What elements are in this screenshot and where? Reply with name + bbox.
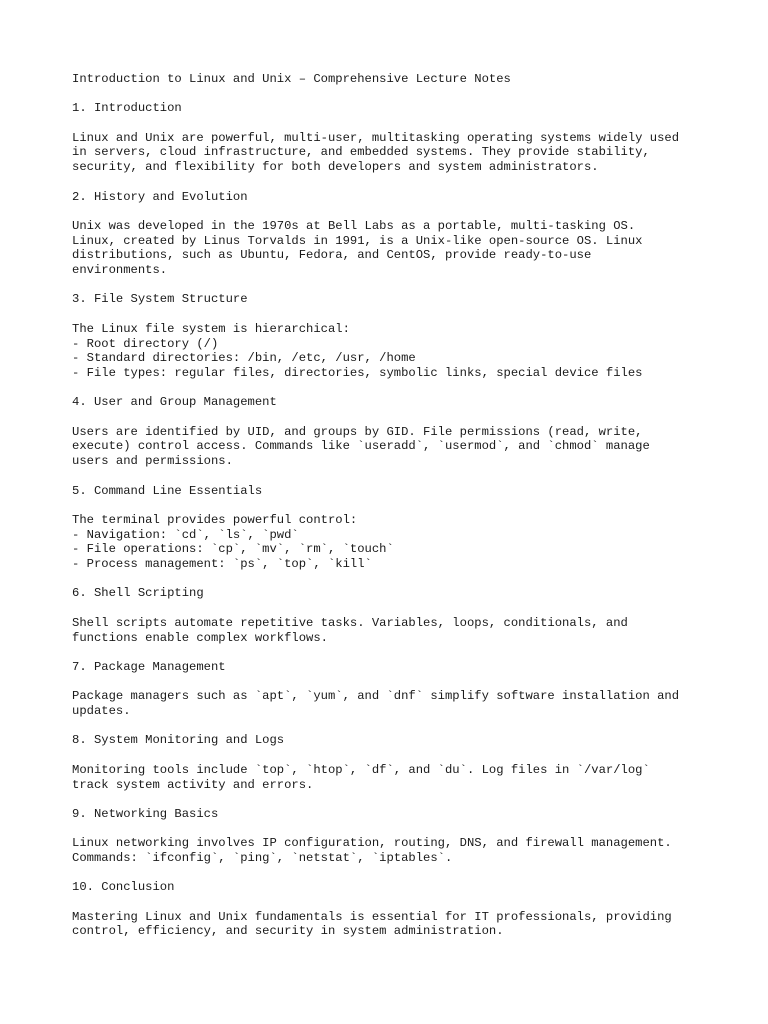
section-text-line: Linux and Unix are powerful, multi-user, multitasking operating systems widely used bbox=[72, 130, 680, 145]
section-body bbox=[72, 131, 712, 175]
document-page bbox=[72, 72, 712, 954]
section-text-line: Commands: `ifconfig`, `ping`, `netstat`, `iptables`. bbox=[72, 850, 453, 865]
section-heading: 9. Networking Basics bbox=[72, 806, 219, 821]
section-body bbox=[72, 689, 712, 718]
section-body bbox=[72, 322, 712, 381]
section-body bbox=[72, 513, 712, 572]
section-text-line: security, and flexibility for both developers and system administrators. bbox=[72, 160, 599, 175]
section-text-line: - Standard directories: /bin, /etc, /usr, /home bbox=[72, 351, 416, 366]
section-text-line: execute) control access. Commands like `useradd`, `usermod`, and `chmod` manage bbox=[72, 439, 650, 454]
section-heading: 5. Command Line Essentials bbox=[72, 483, 263, 498]
section-text-line: The Linux file system is hierarchical: bbox=[72, 321, 350, 336]
section-text-line: Unix was developed in the 1970s at Bell Labs as a portable, multi-tasking OS. bbox=[72, 218, 636, 233]
section-text-line: Shell scripts automate repetitive tasks. Variables, loops, conditionals, and bbox=[72, 615, 628, 630]
section-text-line: Package managers such as `apt`, `yum`, and `dnf` simplify software installation and bbox=[72, 689, 680, 704]
section-heading: 8. System Monitoring and Logs bbox=[72, 733, 285, 748]
section-heading: 7. Package Management bbox=[72, 659, 226, 674]
section-text-line: Monitoring tools include `top`, `htop`, `df`, and `du`. Log files in `/var/log` bbox=[72, 762, 650, 777]
section-text-line: Mastering Linux and Unix fundamentals is essential for IT professionals, providing bbox=[72, 909, 672, 924]
section-text-line: Linux networking involves IP configuration, routing, DNS, and firewall management. bbox=[72, 836, 672, 851]
section-text-line: distributions, such as Ubuntu, Fedora, and CentOS, provide ready-to-use bbox=[72, 248, 592, 263]
section-text-line: track system activity and errors. bbox=[72, 777, 314, 792]
section-text-line: environments. bbox=[72, 263, 168, 278]
section-text-line: updates. bbox=[72, 704, 131, 719]
section-body bbox=[72, 616, 712, 645]
section-heading: 2. History and Evolution bbox=[72, 189, 248, 204]
section-text-line: - File types: regular files, directories, symbolic links, special device files bbox=[72, 365, 643, 380]
section-body bbox=[72, 910, 712, 939]
document-sections bbox=[72, 101, 712, 939]
section-heading: 1. Introduction bbox=[72, 101, 182, 116]
document-title: Introduction to Linux and Unix – Comprehensive Lecture Notes bbox=[72, 72, 511, 86]
section-body bbox=[72, 836, 712, 865]
section-text-line: - Root directory (/) bbox=[72, 336, 219, 351]
section-text-line: The terminal provides powerful control: bbox=[72, 512, 358, 527]
section-body bbox=[72, 425, 712, 469]
section-body bbox=[72, 219, 712, 278]
section-text-line: Linux, created by Linus Torvalds in 1991, is a Unix-like open-source OS. Linux bbox=[72, 233, 643, 248]
section-text-line: - Process management: `ps`, `top`, `kill` bbox=[72, 557, 372, 572]
section-heading: 3. File System Structure bbox=[72, 292, 248, 307]
section-text-line: functions enable complex workflows. bbox=[72, 630, 328, 645]
section-text-line: Users are identified by UID, and groups by GID. File permissions (read, write, bbox=[72, 424, 643, 439]
section-text-line: - File operations: `cp`, `mv`, `rm`, `touch` bbox=[72, 542, 394, 557]
section-text-line: control, efficiency, and security in system administration. bbox=[72, 924, 504, 939]
section-heading: 4. User and Group Management bbox=[72, 395, 277, 410]
section-text-line: - Navigation: `cd`, `ls`, `pwd` bbox=[72, 527, 299, 542]
section-heading: 6. Shell Scripting bbox=[72, 586, 204, 601]
section-text-line: in servers, cloud infrastructure, and embedded systems. They provide stability, bbox=[72, 145, 650, 160]
section-text-line: users and permissions. bbox=[72, 454, 233, 469]
section-body bbox=[72, 763, 712, 792]
section-heading: 10. Conclusion bbox=[72, 880, 175, 895]
